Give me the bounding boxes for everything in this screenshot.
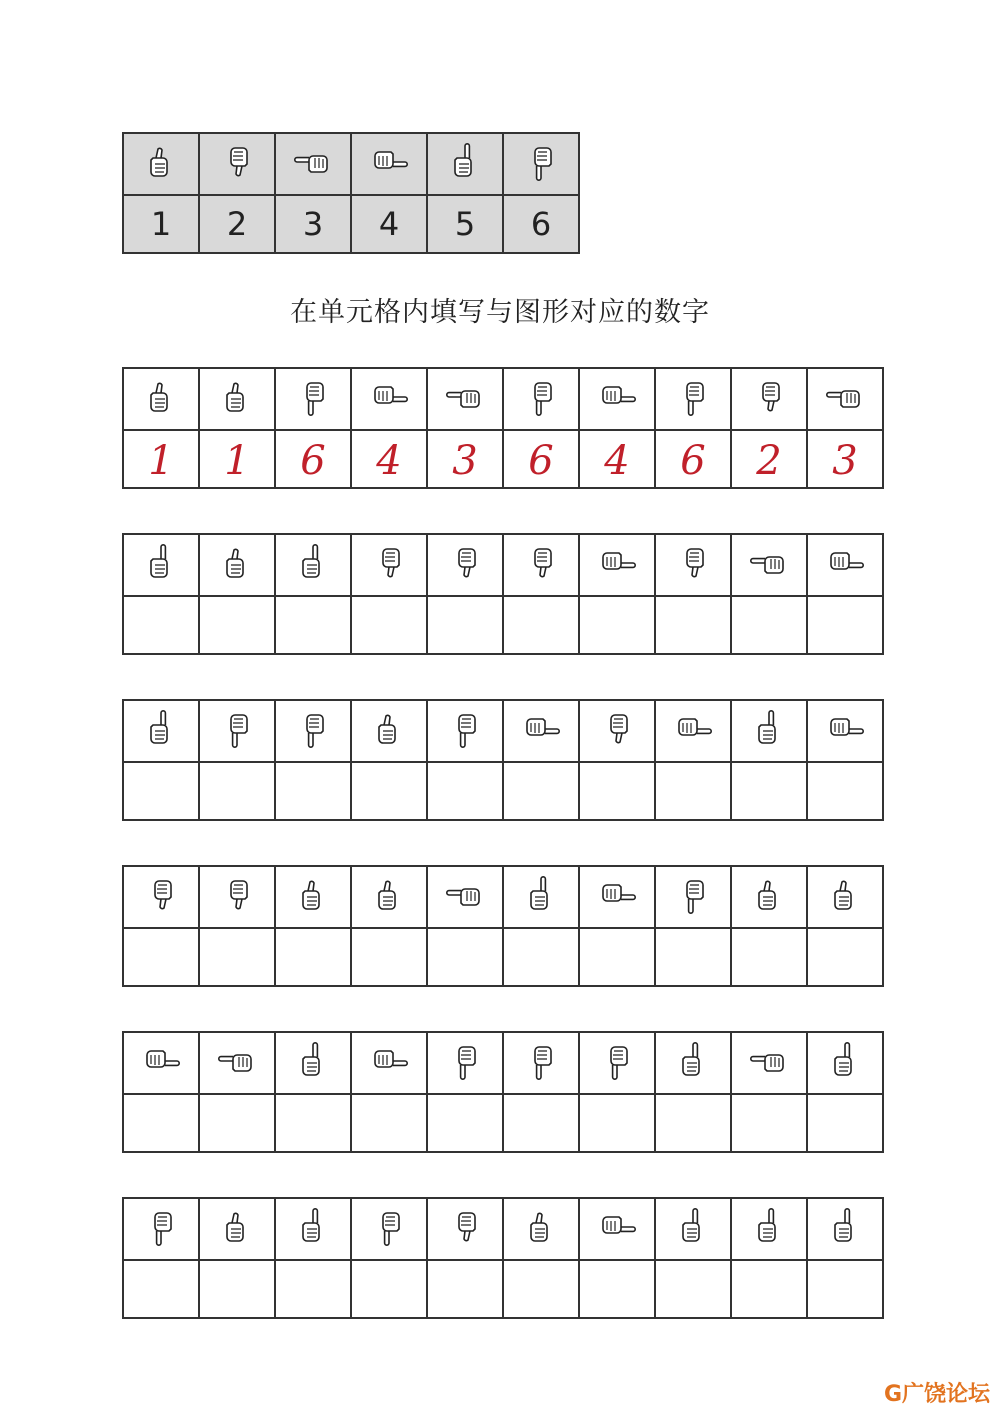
point-right-icon <box>825 543 865 583</box>
answer-cell[interactable] <box>731 1260 807 1318</box>
answer-cell[interactable] <box>275 430 351 488</box>
point-left-icon <box>825 377 865 417</box>
worksheet-icon-cell <box>199 866 275 928</box>
answer-cell[interactable] <box>503 596 579 654</box>
answer-cell[interactable] <box>807 596 883 654</box>
point-left-icon <box>445 875 485 915</box>
point-right-icon <box>369 377 409 417</box>
answer-cell[interactable] <box>199 928 275 986</box>
point-right-icon <box>597 543 637 583</box>
answer-cell[interactable] <box>655 762 731 820</box>
answer-cell[interactable] <box>579 596 655 654</box>
worksheet-answers-row <box>123 1260 883 1318</box>
worksheet-table <box>122 1031 884 1153</box>
key-icon-cell <box>351 133 427 195</box>
point-down-icon <box>141 1207 181 1247</box>
key-number-cell: 5 <box>427 195 503 253</box>
worksheet-icon-cell <box>427 700 503 762</box>
worksheet-table <box>122 865 884 987</box>
point-right-icon <box>673 709 713 749</box>
worksheet-icon-cell <box>731 368 807 430</box>
point-up-icon <box>825 1207 865 1247</box>
point-down-icon <box>597 1041 637 1081</box>
answer-cell[interactable] <box>807 430 883 488</box>
worksheet-icon-cell <box>199 368 275 430</box>
worksheet-icon-cell <box>275 700 351 762</box>
answer-cell[interactable] <box>655 596 731 654</box>
answer-cell[interactable] <box>655 928 731 986</box>
answer-cell[interactable] <box>503 1260 579 1318</box>
handwritten-answer: 6 <box>300 438 326 484</box>
point-up-icon <box>521 875 561 915</box>
worksheet-icon-cell <box>503 1032 579 1094</box>
answer-cell[interactable] <box>579 1260 655 1318</box>
thumb-up-icon <box>749 875 789 915</box>
key-number-cell: 2 <box>199 195 275 253</box>
point-up-icon <box>825 1041 865 1081</box>
point-right-icon <box>521 709 561 749</box>
handwritten-answer: 3 <box>452 438 478 484</box>
thumb-up-icon <box>825 875 865 915</box>
worksheet-icon-cell <box>731 700 807 762</box>
page-title: 在单元格内填写与图形对应的数字 <box>290 297 710 328</box>
worksheet-icon-cell <box>579 1032 655 1094</box>
worksheet-icon-cell <box>199 1032 275 1094</box>
answer-cell[interactable] <box>807 1094 883 1152</box>
worksheet-icons-row <box>123 368 883 430</box>
worksheet-icon-cell <box>275 1198 351 1260</box>
point-right-icon <box>597 875 637 915</box>
answer-cell[interactable] <box>427 596 503 654</box>
key-icons-row <box>123 133 579 195</box>
worksheet-icon-cell <box>503 700 579 762</box>
answer-cell[interactable] <box>199 1094 275 1152</box>
handwritten-answer: 4 <box>604 438 630 484</box>
thumb-up-icon <box>521 1207 561 1247</box>
thumb-up-icon <box>217 1207 257 1247</box>
answer-cell[interactable] <box>199 1260 275 1318</box>
point-down-icon <box>217 709 257 749</box>
answer-cell[interactable] <box>731 762 807 820</box>
thumb-up-icon <box>141 142 181 182</box>
point-down-icon <box>445 709 485 749</box>
key-table <box>122 132 580 254</box>
answer-cell[interactable] <box>427 762 503 820</box>
key-icon-cell <box>275 133 351 195</box>
answer-cell[interactable] <box>731 430 807 488</box>
answer-cell[interactable] <box>123 1260 199 1318</box>
worksheet-table <box>122 699 884 821</box>
thumb-down-icon <box>141 875 181 915</box>
key-icon-cell <box>199 133 275 195</box>
handwritten-answer: 1 <box>148 438 174 484</box>
point-down-icon <box>293 377 333 417</box>
key-numbers-row <box>123 195 579 253</box>
answer-cell[interactable] <box>579 430 655 488</box>
thumb-up-icon <box>293 875 333 915</box>
worksheet-icon-cell <box>655 368 731 430</box>
point-left-icon <box>217 1041 257 1081</box>
worksheet-icon-cell <box>427 1198 503 1260</box>
point-left-icon <box>749 1041 789 1081</box>
worksheet-icon-cell <box>655 1198 731 1260</box>
worksheet-icon-cell <box>579 1198 655 1260</box>
answer-cell[interactable] <box>731 928 807 986</box>
point-up-icon <box>673 1041 713 1081</box>
point-left-icon <box>445 377 485 417</box>
worksheet-icon-cell <box>731 866 807 928</box>
point-right-icon <box>369 1041 409 1081</box>
worksheet-icon-cell <box>503 534 579 596</box>
answer-cell[interactable] <box>351 762 427 820</box>
point-down-icon <box>369 1207 409 1247</box>
worksheet-icon-cell <box>807 368 883 430</box>
key-number-cell: 3 <box>275 195 351 253</box>
answer-cell[interactable] <box>123 596 199 654</box>
worksheet-icon-cell <box>579 534 655 596</box>
point-down-icon <box>521 377 561 417</box>
worksheet-icon-cell <box>579 700 655 762</box>
thumb-down-icon <box>217 142 257 182</box>
answer-cell[interactable] <box>503 430 579 488</box>
point-right-icon <box>369 142 409 182</box>
answer-cell[interactable] <box>807 762 883 820</box>
point-up-icon <box>293 1041 333 1081</box>
thumb-down-icon <box>445 1207 485 1247</box>
worksheet-icon-cell <box>579 368 655 430</box>
point-up-icon <box>673 1207 713 1247</box>
point-up-icon <box>445 142 485 182</box>
worksheet-icon-cell <box>807 700 883 762</box>
handwritten-answer: 6 <box>528 438 554 484</box>
answer-cell[interactable] <box>503 762 579 820</box>
answer-cell[interactable] <box>351 430 427 488</box>
key-icon-cell <box>503 133 579 195</box>
thumb-up-icon <box>217 543 257 583</box>
answer-cell[interactable] <box>427 1260 503 1318</box>
worksheet-icon-cell <box>123 1198 199 1260</box>
worksheet-icon-cell <box>427 866 503 928</box>
worksheet-icon-cell <box>123 1032 199 1094</box>
answer-cell[interactable] <box>199 762 275 820</box>
worksheet-icon-cell <box>351 1032 427 1094</box>
worksheet-icon-cell <box>503 866 579 928</box>
worksheet-icon-cell <box>199 700 275 762</box>
point-up-icon <box>141 709 181 749</box>
worksheet-icon-cell <box>351 534 427 596</box>
worksheet-table <box>122 1197 884 1319</box>
worksheet-table <box>122 367 884 489</box>
worksheet-icons-row <box>123 866 883 928</box>
key-number-cell: 4 <box>351 195 427 253</box>
worksheet-icon-cell <box>655 534 731 596</box>
worksheet-icon-cell <box>123 368 199 430</box>
point-left-icon <box>293 142 333 182</box>
worksheet-icon-cell <box>123 534 199 596</box>
worksheet-icon-cell <box>807 866 883 928</box>
thumb-up-icon <box>141 377 181 417</box>
handwritten-answer: 3 <box>832 438 858 484</box>
worksheet-icon-cell <box>731 1032 807 1094</box>
worksheet-icons-row <box>123 1198 883 1260</box>
key-number-cell: 1 <box>123 195 199 253</box>
worksheet-answers-row <box>123 762 883 820</box>
thumb-down-icon <box>445 543 485 583</box>
thumb-up-icon <box>217 377 257 417</box>
worksheet-icon-cell <box>503 1198 579 1260</box>
worksheet-icon-cell <box>427 368 503 430</box>
worksheet-icon-cell <box>427 1032 503 1094</box>
worksheet-answers-row <box>123 430 883 488</box>
answer-cell[interactable] <box>655 430 731 488</box>
point-down-icon <box>445 1041 485 1081</box>
worksheet-icon-cell <box>275 866 351 928</box>
answer-cell[interactable] <box>351 1094 427 1152</box>
worksheet-icon-cell <box>275 534 351 596</box>
point-right-icon <box>825 709 865 749</box>
point-right-icon <box>597 1207 637 1247</box>
worksheet-icon-cell <box>807 1032 883 1094</box>
worksheet-icon-cell <box>579 866 655 928</box>
answer-cell[interactable] <box>731 596 807 654</box>
worksheet-icon-cell <box>199 534 275 596</box>
worksheet-icon-cell <box>275 1032 351 1094</box>
key-icon-cell <box>427 133 503 195</box>
worksheet-answers-row <box>123 928 883 986</box>
answer-cell[interactable] <box>579 928 655 986</box>
point-up-icon <box>141 543 181 583</box>
answer-cell[interactable] <box>427 928 503 986</box>
worksheet-icon-cell <box>351 866 427 928</box>
answer-cell[interactable] <box>275 762 351 820</box>
key-icon-cell <box>123 133 199 195</box>
answer-cell[interactable] <box>275 1094 351 1152</box>
answer-cell[interactable] <box>123 1094 199 1152</box>
point-up-icon <box>749 1207 789 1247</box>
worksheet-icon-cell <box>655 1032 731 1094</box>
worksheet-icon-cell <box>807 1198 883 1260</box>
answer-cell[interactable] <box>579 762 655 820</box>
answer-cell[interactable] <box>807 928 883 986</box>
answer-cell[interactable] <box>503 928 579 986</box>
answer-cell[interactable] <box>275 928 351 986</box>
answer-cell[interactable] <box>807 1260 883 1318</box>
answer-cell[interactable] <box>427 430 503 488</box>
worksheet-icon-cell <box>351 368 427 430</box>
thumb-down-icon <box>749 377 789 417</box>
handwritten-answer: 4 <box>376 438 402 484</box>
worksheet-icon-cell <box>503 368 579 430</box>
point-right-icon <box>141 1041 181 1081</box>
key-number-cell: 6 <box>503 195 579 253</box>
answer-cell[interactable] <box>199 596 275 654</box>
point-down-icon <box>673 875 713 915</box>
worksheet-icon-cell <box>351 700 427 762</box>
thumb-down-icon <box>673 543 713 583</box>
answer-cell[interactable] <box>731 1094 807 1152</box>
worksheet-table <box>122 533 884 655</box>
answer-cell[interactable] <box>503 1094 579 1152</box>
worksheet-icon-cell <box>731 1198 807 1260</box>
worksheet-icon-cell <box>199 1198 275 1260</box>
thumb-down-icon <box>521 543 561 583</box>
answer-cell[interactable] <box>123 430 199 488</box>
answer-cell[interactable] <box>351 1260 427 1318</box>
point-down-icon <box>293 709 333 749</box>
answer-cell[interactable] <box>655 1260 731 1318</box>
worksheet-icons-row <box>123 700 883 762</box>
thumb-down-icon <box>369 543 409 583</box>
thumb-up-icon <box>369 875 409 915</box>
answer-cell[interactable] <box>655 1094 731 1152</box>
watermark-logo: G广饶论坛 <box>883 1382 990 1407</box>
point-right-icon <box>597 377 637 417</box>
handwritten-answer: 1 <box>224 438 250 484</box>
worksheet-icons-row <box>123 534 883 596</box>
answer-cell[interactable] <box>199 430 275 488</box>
answer-cell[interactable] <box>579 1094 655 1152</box>
answer-cell[interactable] <box>123 762 199 820</box>
worksheet-answers-row <box>123 1094 883 1152</box>
thumb-down-icon <box>597 709 637 749</box>
point-down-icon <box>673 377 713 417</box>
point-left-icon <box>749 543 789 583</box>
answer-cell[interactable] <box>275 596 351 654</box>
answer-cell[interactable] <box>351 928 427 986</box>
worksheet-answers-row <box>123 596 883 654</box>
point-down-icon <box>521 142 561 182</box>
worksheet-icon-cell <box>655 866 731 928</box>
point-up-icon <box>293 1207 333 1247</box>
worksheet-icon-cell <box>351 1198 427 1260</box>
worksheet-icon-cell <box>427 534 503 596</box>
answer-cell[interactable] <box>275 1260 351 1318</box>
worksheet-icon-cell <box>731 534 807 596</box>
worksheet-icon-cell <box>275 368 351 430</box>
thumb-up-icon <box>369 709 409 749</box>
answer-cell[interactable] <box>427 1094 503 1152</box>
handwritten-answer: 6 <box>680 438 706 484</box>
point-down-icon <box>521 1041 561 1081</box>
worksheet-icons-row <box>123 1032 883 1094</box>
worksheet-icon-cell <box>123 700 199 762</box>
thumb-down-icon <box>217 875 257 915</box>
worksheet-icon-cell <box>807 534 883 596</box>
answer-cell[interactable] <box>351 596 427 654</box>
point-up-icon <box>293 543 333 583</box>
point-up-icon <box>749 709 789 749</box>
worksheet-icon-cell <box>655 700 731 762</box>
handwritten-answer: 2 <box>756 438 782 484</box>
worksheet-icon-cell <box>123 866 199 928</box>
answer-cell[interactable] <box>123 928 199 986</box>
